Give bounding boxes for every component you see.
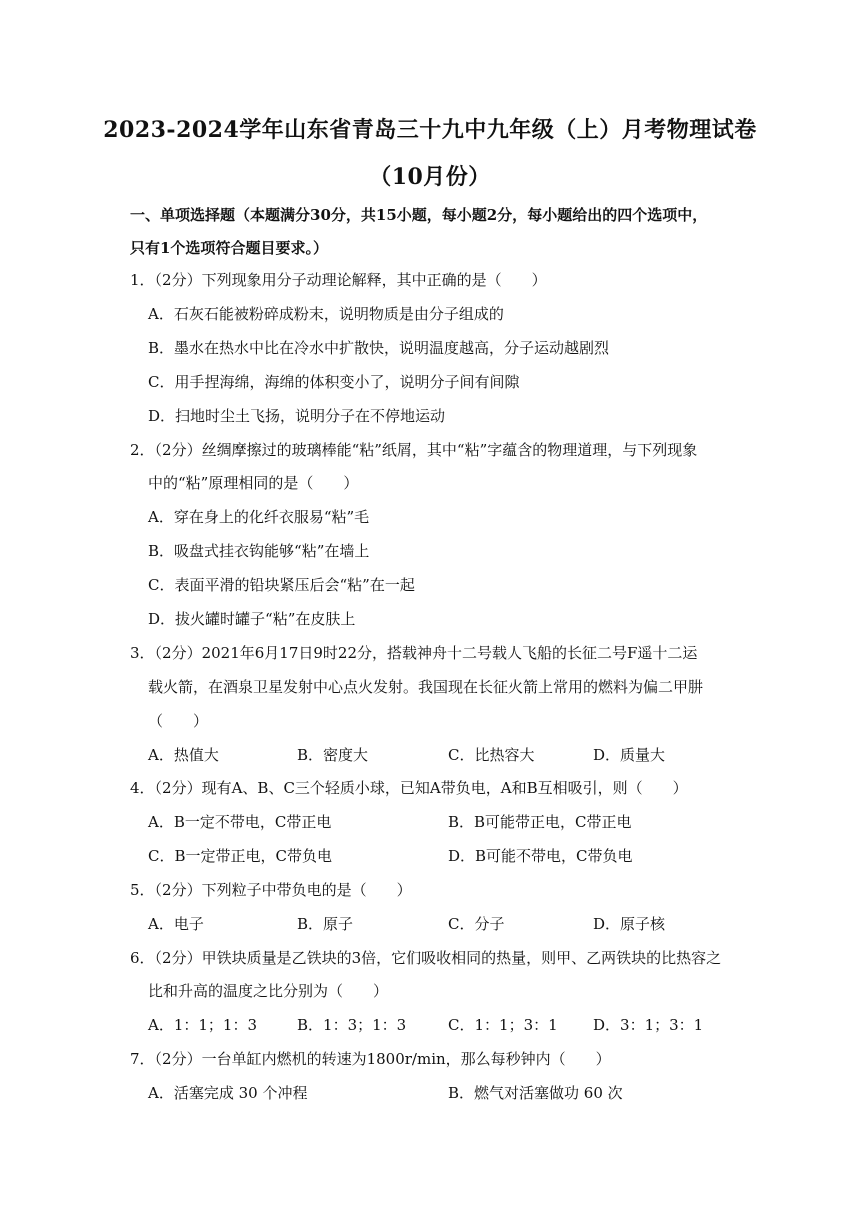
question-3-stem-cont: 载火箭，在酒泉卫星发射中心点火发射。我国现在长征火箭上常用的燃料为偏二甲肼 (148, 678, 704, 696)
q6-option-b: B．1：3；1：3 (297, 1016, 407, 1034)
section-header-cont: 只有1个选项符合题目要求。） (130, 239, 328, 257)
q3-option-d: D．质量大 (593, 746, 666, 764)
q2-option-b: B．吸盘式挂衣钩能够“粘”在墙上 (148, 542, 370, 560)
q5-option-d: D．原子核 (593, 915, 666, 933)
q6-option-c: C．1：1；3：1 (448, 1016, 558, 1034)
exam-title: 2023-2024学年山东省青岛三十九中九年级（上）月考物理试卷 (103, 117, 757, 143)
question-3-stem: 3．（2分）2021年6月17日9时22分，搭载神舟十二号载人飞船的长征二号F遥十二运 (130, 644, 698, 662)
q4-option-b: B．B可能带正电，C带正电 (448, 813, 632, 831)
section-header: 一、单项选择题（本题满分30分，共15小题，每小题2分，每小题给出的四个选项中， (130, 206, 708, 224)
q5-option-b: B．原子 (297, 915, 354, 933)
q4-option-a: A．B一定不带电，C带正电 (148, 813, 332, 831)
question-6-stem: 6．（2分）甲铁块质量是乙铁块的3倍，它们吸收相同的热量，则甲、乙两铁块的比热容之 (130, 949, 722, 967)
q3-option-b: B．密度大 (297, 746, 369, 764)
question-4-stem: 4．（2分）现有A、B、C三个轻质小球，已知A带负电，A和B互相吸引，则（ ） (130, 779, 688, 797)
q1-option-d: D．扫地时尘土飞扬，说明分子在不停地运动 (148, 407, 446, 425)
question-3-stem-cont-2: （ ） (148, 712, 209, 730)
q3-option-a: A．热值大 (148, 746, 219, 764)
q1-option-a: A．石灰石能被粉碎成粉末，说明物质是由分子组成的 (148, 305, 504, 323)
q6-option-a: A．1：1；1：3 (148, 1016, 258, 1034)
q2-option-a: A．穿在身上的化纤衣服易“粘”毛 (148, 508, 370, 526)
q7-option-a: A．活塞完成 30 个冲程 (148, 1084, 308, 1102)
question-2-stem-cont: 中的“粘”原理相同的是（ ） (148, 474, 359, 492)
q3-option-c: C．比热容大 (448, 746, 535, 764)
question-6-stem-cont: 比和升高的温度之比分别为（ ） (148, 982, 389, 1000)
q2-option-d: D．拔火罐时罐子“粘”在皮肤上 (148, 610, 356, 628)
question-5-stem: 5．（2分）下列粒子中带负电的是（ ） (130, 881, 412, 899)
q7-option-b: B．燃气对活塞做功 60 次 (448, 1084, 623, 1102)
q5-option-c: C．分子 (448, 915, 505, 933)
q6-option-d: D．3：1；3：1 (593, 1016, 704, 1034)
q2-option-c: C．表面平滑的铅块紧压后会“粘”在一起 (148, 576, 415, 594)
question-2-stem: 2．（2分）丝绸摩擦过的玻璃棒能“粘”纸屑，其中“粘”字蕴含的物理道理，与下列现象 (130, 441, 698, 459)
q5-option-a: A．电子 (148, 915, 204, 933)
q4-option-d: D．B可能不带电，C带负电 (448, 847, 633, 865)
q4-option-c: C．B一定带正电，C带负电 (148, 847, 332, 865)
question-7-stem: 7．（2分）一台单缸内燃机的转速为1800r/min，那么每秒钟内（ ） (130, 1050, 611, 1068)
exam-subtitle: （10月份） (369, 164, 491, 190)
q1-option-c: C．用手捏海绵，海绵的体积变小了，说明分子间有间隙 (148, 373, 520, 391)
q1-option-b: B．墨水在热水中比在冷水中扩散快，说明温度越高，分子运动越剧烈 (148, 339, 610, 357)
question-1-stem: 1．（2分）下列现象用分子动理论解释，其中正确的是（ ） (130, 271, 547, 289)
